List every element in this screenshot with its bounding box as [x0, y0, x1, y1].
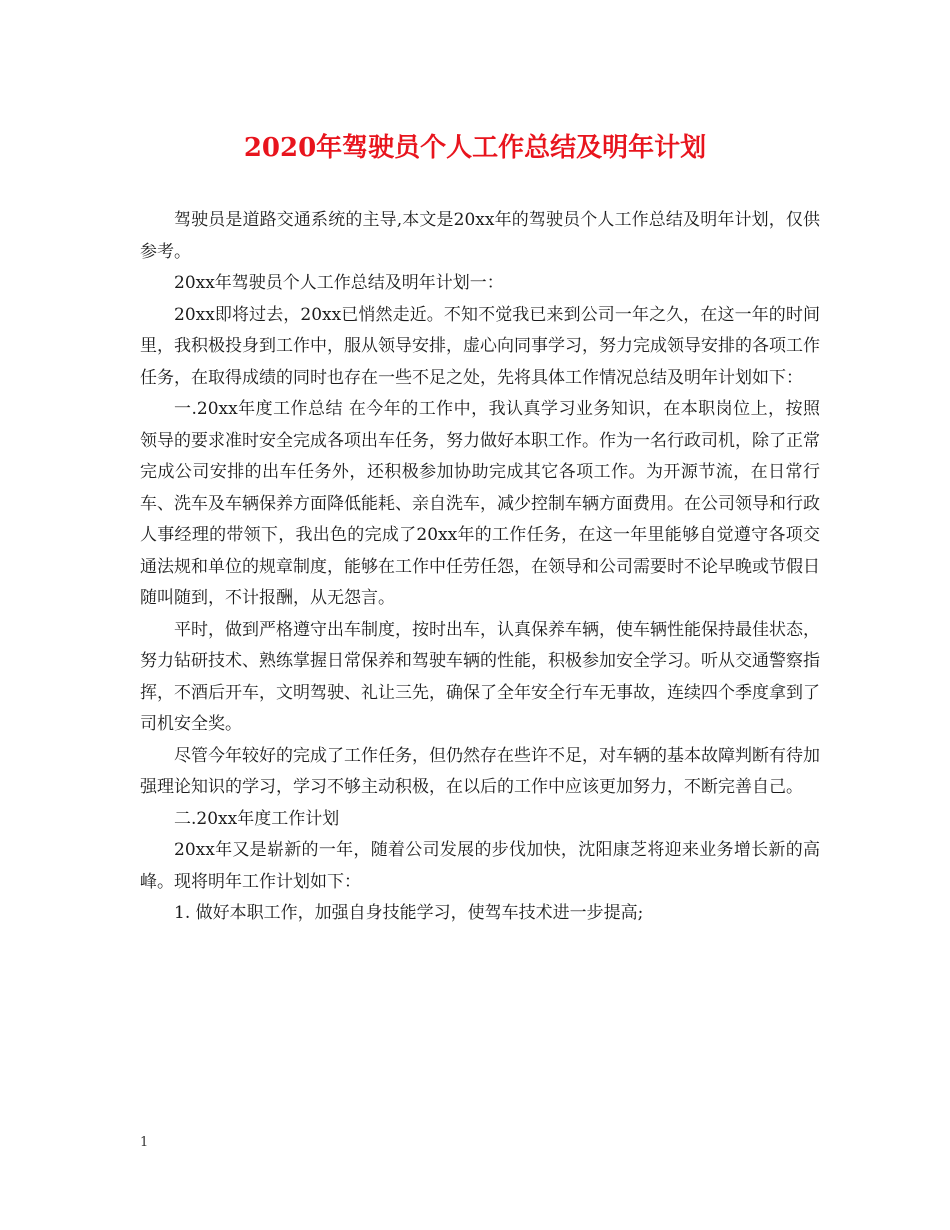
paragraph-plan-item-1: 1. 做好本职工作，加强自身技能学习，使驾车技术进一步提高;: [174, 903, 644, 923]
page-number: 1: [140, 1135, 149, 1150]
paragraph-intro: 驾驶员是道路交通系统的主导,本文是20xx年的驾驶员个人工作总结及明年计划，仅供参考。: [140, 210, 820, 262]
paragraph-plan-intro: 20xx年又是崭新的一年，随着公司发展的步伐加快，沈阳康芝将迎来业务增长新的高峰。现将明年工作计划如下：: [140, 840, 820, 892]
paragraph-shortcomings: 尽管今年较好的完成了工作任务，但仍然存在些许不足，对车辆的基本故障判断有待加强理论知识的学习，学习不够主动积极，在以后的工作中应该更加努力，不断完善自己。: [140, 745, 820, 797]
paragraph-daily-work: 平时，做到严格遵守出车制度，按时出车，认真保养车辆，使车辆性能保持最佳状态，努力钻研技术、熟练掌握日常保养和驾驶车辆的性能，积极参加安全学习。听从交通警察指挥，不酒后开车，文明驾驶、礼让三先，确保了全年安全行车无事故，连续四个季度拿到了司机安全奖。: [140, 619, 820, 734]
paragraph-summary: 一.20xx年度工作总结 在今年的工作中，我认真学习业务知识，在本职岗位上，按照领导的要求准时安全完成各项出车任务，努力做好本职工作。作为一名行政司机，除了正常完成公司安排的出车任务外，还积极参加协助完成其它各项工作。为开源节流，在日常行车、洗车及车辆保养方面降低能耗、亲自洗车，减少控制车辆方面费用。在公司领导和行政人事经理的带领下，我出色的完成了20xx年的工作任务，在这一年里能够自觉遵守各项交通法规和单位的规章制度，能够在工作中任劳任怨，在领导和公司需要时不论早晚或节假日随叫随到，不计报酬，从无怨言。: [140, 399, 820, 608]
paragraph-section-heading: 20xx年驾驶员个人工作总结及明年计划一：: [174, 273, 504, 293]
paragraph-opening: 20xx即将过去，20xx已悄然走近。不知不觉我已来到公司一年之久，在这一年的时间里，我积极投身到工作中，服从领导安排，虚心向同事学习，努力完成领导安排的各项工作任务，在取得成绩的同时也存在一些不足之处，先将具体工作情况总结及明年计划如下：: [140, 304, 820, 388]
document-body: [140, 205, 820, 930]
document-title: 2020年驾驶员个人工作总结及明年计划: [243, 133, 707, 163]
paragraph-plan-heading: 二.20xx年度工作计划: [174, 808, 340, 829]
